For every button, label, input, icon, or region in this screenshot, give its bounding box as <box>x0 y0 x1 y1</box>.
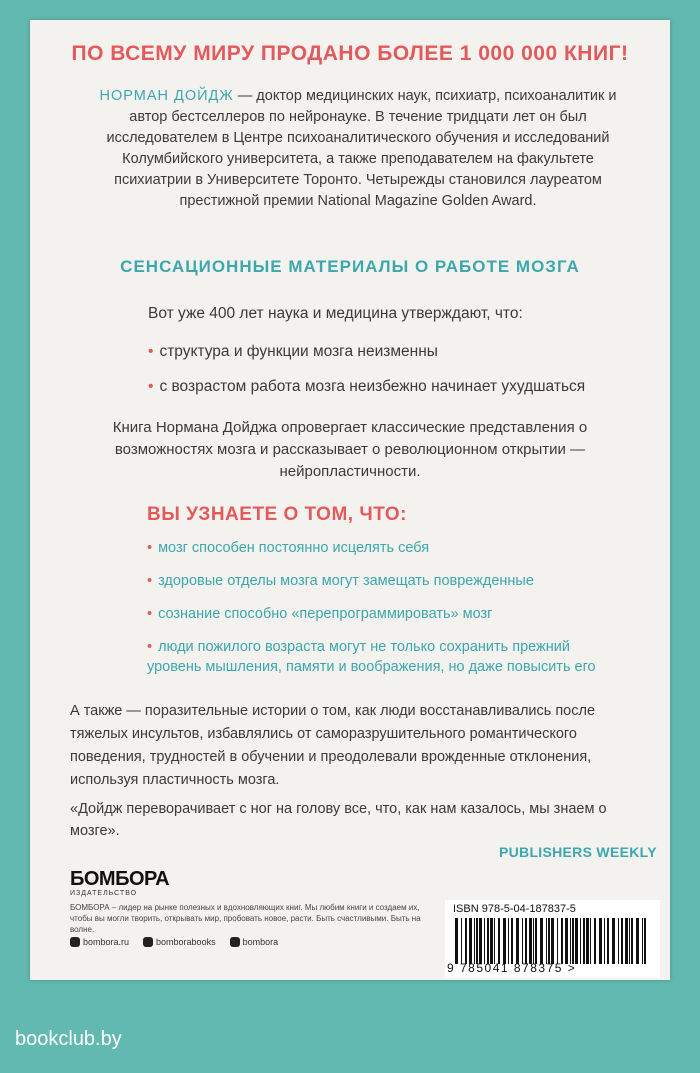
watermark: bookclub.by <box>15 1028 122 1050</box>
barcode-icon <box>453 918 651 964</box>
intro-text: Вот уже 400 лет наука и медицина утверждают, что: <box>148 305 523 322</box>
learn-item: • мозг способен постоянно исцелять себя <box>147 540 430 556</box>
bullet-icon: • <box>147 606 153 622</box>
author-name: НОРМАН ДОЙДЖ <box>99 88 234 104</box>
fact-item: • структура и функции мозга неизменны <box>148 343 438 360</box>
summary-text: Книга Нормана Дойджа опровергает классические представления о возможностях мозга и рассказывает о революционном открытии — нейропластичности. <box>112 419 588 480</box>
bullet-icon: • <box>148 378 154 395</box>
author-bio <box>88 86 628 212</box>
globe-icon <box>70 937 80 947</box>
bullet-icon: • <box>147 540 153 556</box>
learn-title: ВЫ УЗНАЕТЕ О ТОМ, ЧТО: <box>147 504 407 525</box>
publisher-socials <box>70 937 278 947</box>
social-link[interactable]: bombora <box>230 937 279 947</box>
headline: ПО ВСЕМУ МИРУ ПРОДАНО БОЛЕЕ 1 000 000 КНИГ! <box>71 42 629 65</box>
learn-item: • сознание способно «перепрограммировать» мозг <box>147 606 493 622</box>
bullet-icon: • <box>148 343 154 360</box>
back-cover <box>30 20 670 980</box>
social-link[interactable]: bomborabooks <box>143 937 216 947</box>
isbn-label: ISBN 978-5-04-187837-5 <box>453 903 576 915</box>
publisher-logo-subtitle: ИЗДАТЕЛЬСТВО <box>70 890 138 897</box>
learn-item: • здоровые отделы мозга могут замещать поврежденные <box>147 573 534 589</box>
section-title: СЕНСАЦИОННЫЕ МАТЕРИАЛЫ О РАБОТЕ МОЗГА <box>120 257 580 276</box>
learn-item: • люди пожилого возраста могут не только сохранить прежний уровень мышления, памяти и воображения, но даже повысить его <box>147 639 596 675</box>
bullet-icon: • <box>147 573 153 589</box>
fact-item: • с возрастом работа мозга неизбежно начинает ухудшаться <box>148 378 586 395</box>
social-link[interactable]: bombora.ru <box>70 937 129 947</box>
stories-text: А также — поразительные истории о том, как люди восстанавливались после тяжелых инсультов, избавлялись от саморазрушительного романтического поведения, трудностей в обучении и преодолевали врожденные отклонения, используя пластичность мозга. <box>70 703 596 788</box>
barcode-digits: 9 785041 878375 > <box>447 961 577 975</box>
quote-source: PUBLISHERS WEEKLY <box>499 844 657 860</box>
review-quote: «Дойдж переворачивает с ног на голову все, что, как нам казалось, мы знаем о мозге». <box>70 801 607 839</box>
youtube-icon <box>143 937 153 947</box>
publisher-logo: БОМБОРА <box>70 868 170 890</box>
social-icon <box>230 937 240 947</box>
author-bio-text: — доктор медицинских наук, психиатр, психоаналитик и автор бестселлеров по нейронауке. В течение тридцати лет он был исследователем в Центре психоаналитического обучения и исследований Колумбийского университета, а также преподавателем на факультете психиатрии в Университете Торонто. Четырежды становился лауреатом престижной премии National Magazine Golden Award. <box>106 88 617 209</box>
publisher-description: БОМБОРА – лидер на рынке полезных и вдохновляющих книг. Мы любим книги и создаем их, чтобы вы могли творить, открывать мир, пробовать новое, расти. Быть счастливыми. Быть на волне. <box>70 903 421 934</box>
barcode-block <box>445 900 660 978</box>
bullet-icon: • <box>147 639 153 655</box>
